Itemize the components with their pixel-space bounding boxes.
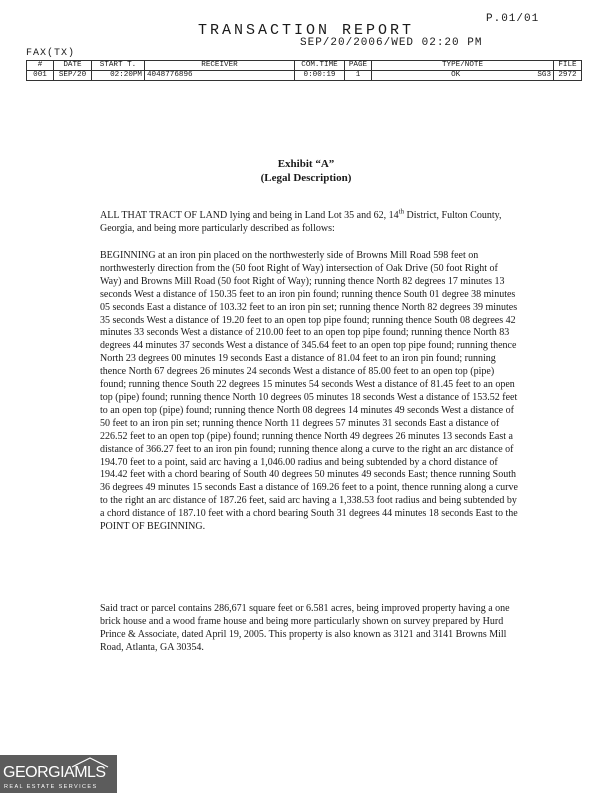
- report-date-time: SEP/20/2006/WED 02:20 PM: [300, 37, 483, 49]
- table-header-row: [27, 61, 582, 71]
- report-title: TRANSACTION REPORT: [198, 22, 415, 39]
- cell-note: SG3: [537, 71, 551, 79]
- col-page: PAGE: [345, 61, 372, 71]
- exhibit-heading: [0, 157, 612, 185]
- exhibit-title: Exhibit “A”: [277, 158, 335, 170]
- cell-type-note: [372, 71, 554, 81]
- fax-label: FAX(TX): [26, 48, 76, 59]
- transaction-table: [26, 60, 582, 81]
- cell-date: SEP/20: [54, 71, 92, 81]
- ordinal-suffix: th: [398, 207, 405, 216]
- exhibit-subtitle: (Legal Description): [260, 172, 352, 184]
- georgia-mls-logo: [0, 755, 117, 793]
- page-number: P.01/01: [486, 13, 540, 25]
- cell-file: 2972: [554, 71, 582, 81]
- logo-brand-bold: GEORGIA: [3, 764, 75, 781]
- col-receiver: RECEIVER: [145, 61, 295, 71]
- cell-receiver: 4048776896: [145, 71, 295, 81]
- table-row: [27, 71, 582, 81]
- col-file: FILE: [554, 61, 582, 71]
- intro-text-start: ALL THAT TRACT OF LAND lying and being in Land Lot 35 and 62, 14: [100, 210, 399, 221]
- cell-type: OK: [451, 71, 461, 79]
- parcel-summary-paragraph: Said tract or parcel contains 286,671 square feet or 6.581 acres, being improved property having a one brick house and a wood frame house and being more particularly shown on survey prepared by Hurd Prince & Associate, dated April 19, 2005. This property is also known as 3121 and 3141 Browns Mill Road, Atlanta, GA 30354.: [100, 603, 510, 653]
- col-start-time: START T.: [92, 61, 145, 71]
- col-date: DATE: [54, 61, 92, 71]
- logo-tagline: REAL ESTATE SERVICES: [4, 784, 98, 790]
- logo-wordmark: [3, 764, 106, 782]
- cell-start-time: 02:20PM: [92, 71, 145, 81]
- logo-brand-light: MLS: [74, 764, 106, 781]
- col-type-note: TYPE/NOTE: [372, 61, 554, 71]
- col-com-time: COM.TIME: [295, 61, 345, 71]
- cell-com-time: 0:00:19: [295, 71, 345, 81]
- metes-bounds-paragraph: BEGINNING at an iron pin placed on the northwesterly side of Browns Mill Road 598 feet on northwesterly direction from the (50 foot Right of Way) intersection of Oak Drive (50 foot Right of Way) and Browns Mill Road (50 foot Right of Way); running thence North 82 degrees 17 minutes 13 seconds West a distance of 150.35 feet to an iron pin found; running thence South 01 degree 38 minutes 05 seconds East a distance of 103.32 feet to an iron pin set; running thence North 82 degrees 39 minutes 35 seconds West a distance of 19.20 feet to an open top pipe found; running thence South 08 degrees 42 minutes 33 seconds West a distance of 210.00 feet to an open top pipe found; running thence North 83 degrees 44 minutes 37 seconds West a distance of 345.64 feet to an open top pipe found; running thence North 23 degrees 00 minutes 19 seconds East a distance of 81.04 feet to an iron pin found; running thence North 67 degrees 26 minutes 24 seconds West a distance of 85.00 feet to an open top (pipe) found; running thence South 22 degrees 15 minutes 54 seconds West a distance of 81.45 feet to an open top (pipe) found; running thence North 10 degrees 05 minutes 18 seconds West a distance of 153.52 feet to an open top (pipe) found; running thence North 08 degrees 14 minutes 49 seconds West a distance of 50 feet to an iron pin set; running thence North 11 degrees 57 minutes 31 seconds East a distance of 226.52 feet to an open top (pipe) found; running thence North 49 degrees 26 minutes 13 seconds East a distance of 366.27 feet to an iron pin found; running thence along a curve to the right an arc distance of 194.70 feet to a point, said arc having a 1,046.00 radius and being subtended by a chord distance of 194.42 feet with a chord bearing of South 40 degrees 50 minutes 49 seconds East; thence running South 36 degrees 49 minutes 15 seconds East a distance of 169.26 feet to a point, thence running along a curve to the right an arc distance of 187.26 feet, said arc having a 1,338.53 foot radius and being subtended by a chord distance of 187.10 feet with a chord bearing South 31 degrees 44 minutes 18 seconds East to the POINT OF BEGINNING.: [100, 250, 518, 533]
- cell-page: 1: [345, 71, 372, 81]
- tract-intro-paragraph: [100, 207, 520, 236]
- intro-text-end: District, Fulton County, Georgia, and being more particularly described as follows:: [100, 210, 502, 234]
- col-number: #: [27, 61, 54, 71]
- cell-number: 001: [27, 71, 54, 81]
